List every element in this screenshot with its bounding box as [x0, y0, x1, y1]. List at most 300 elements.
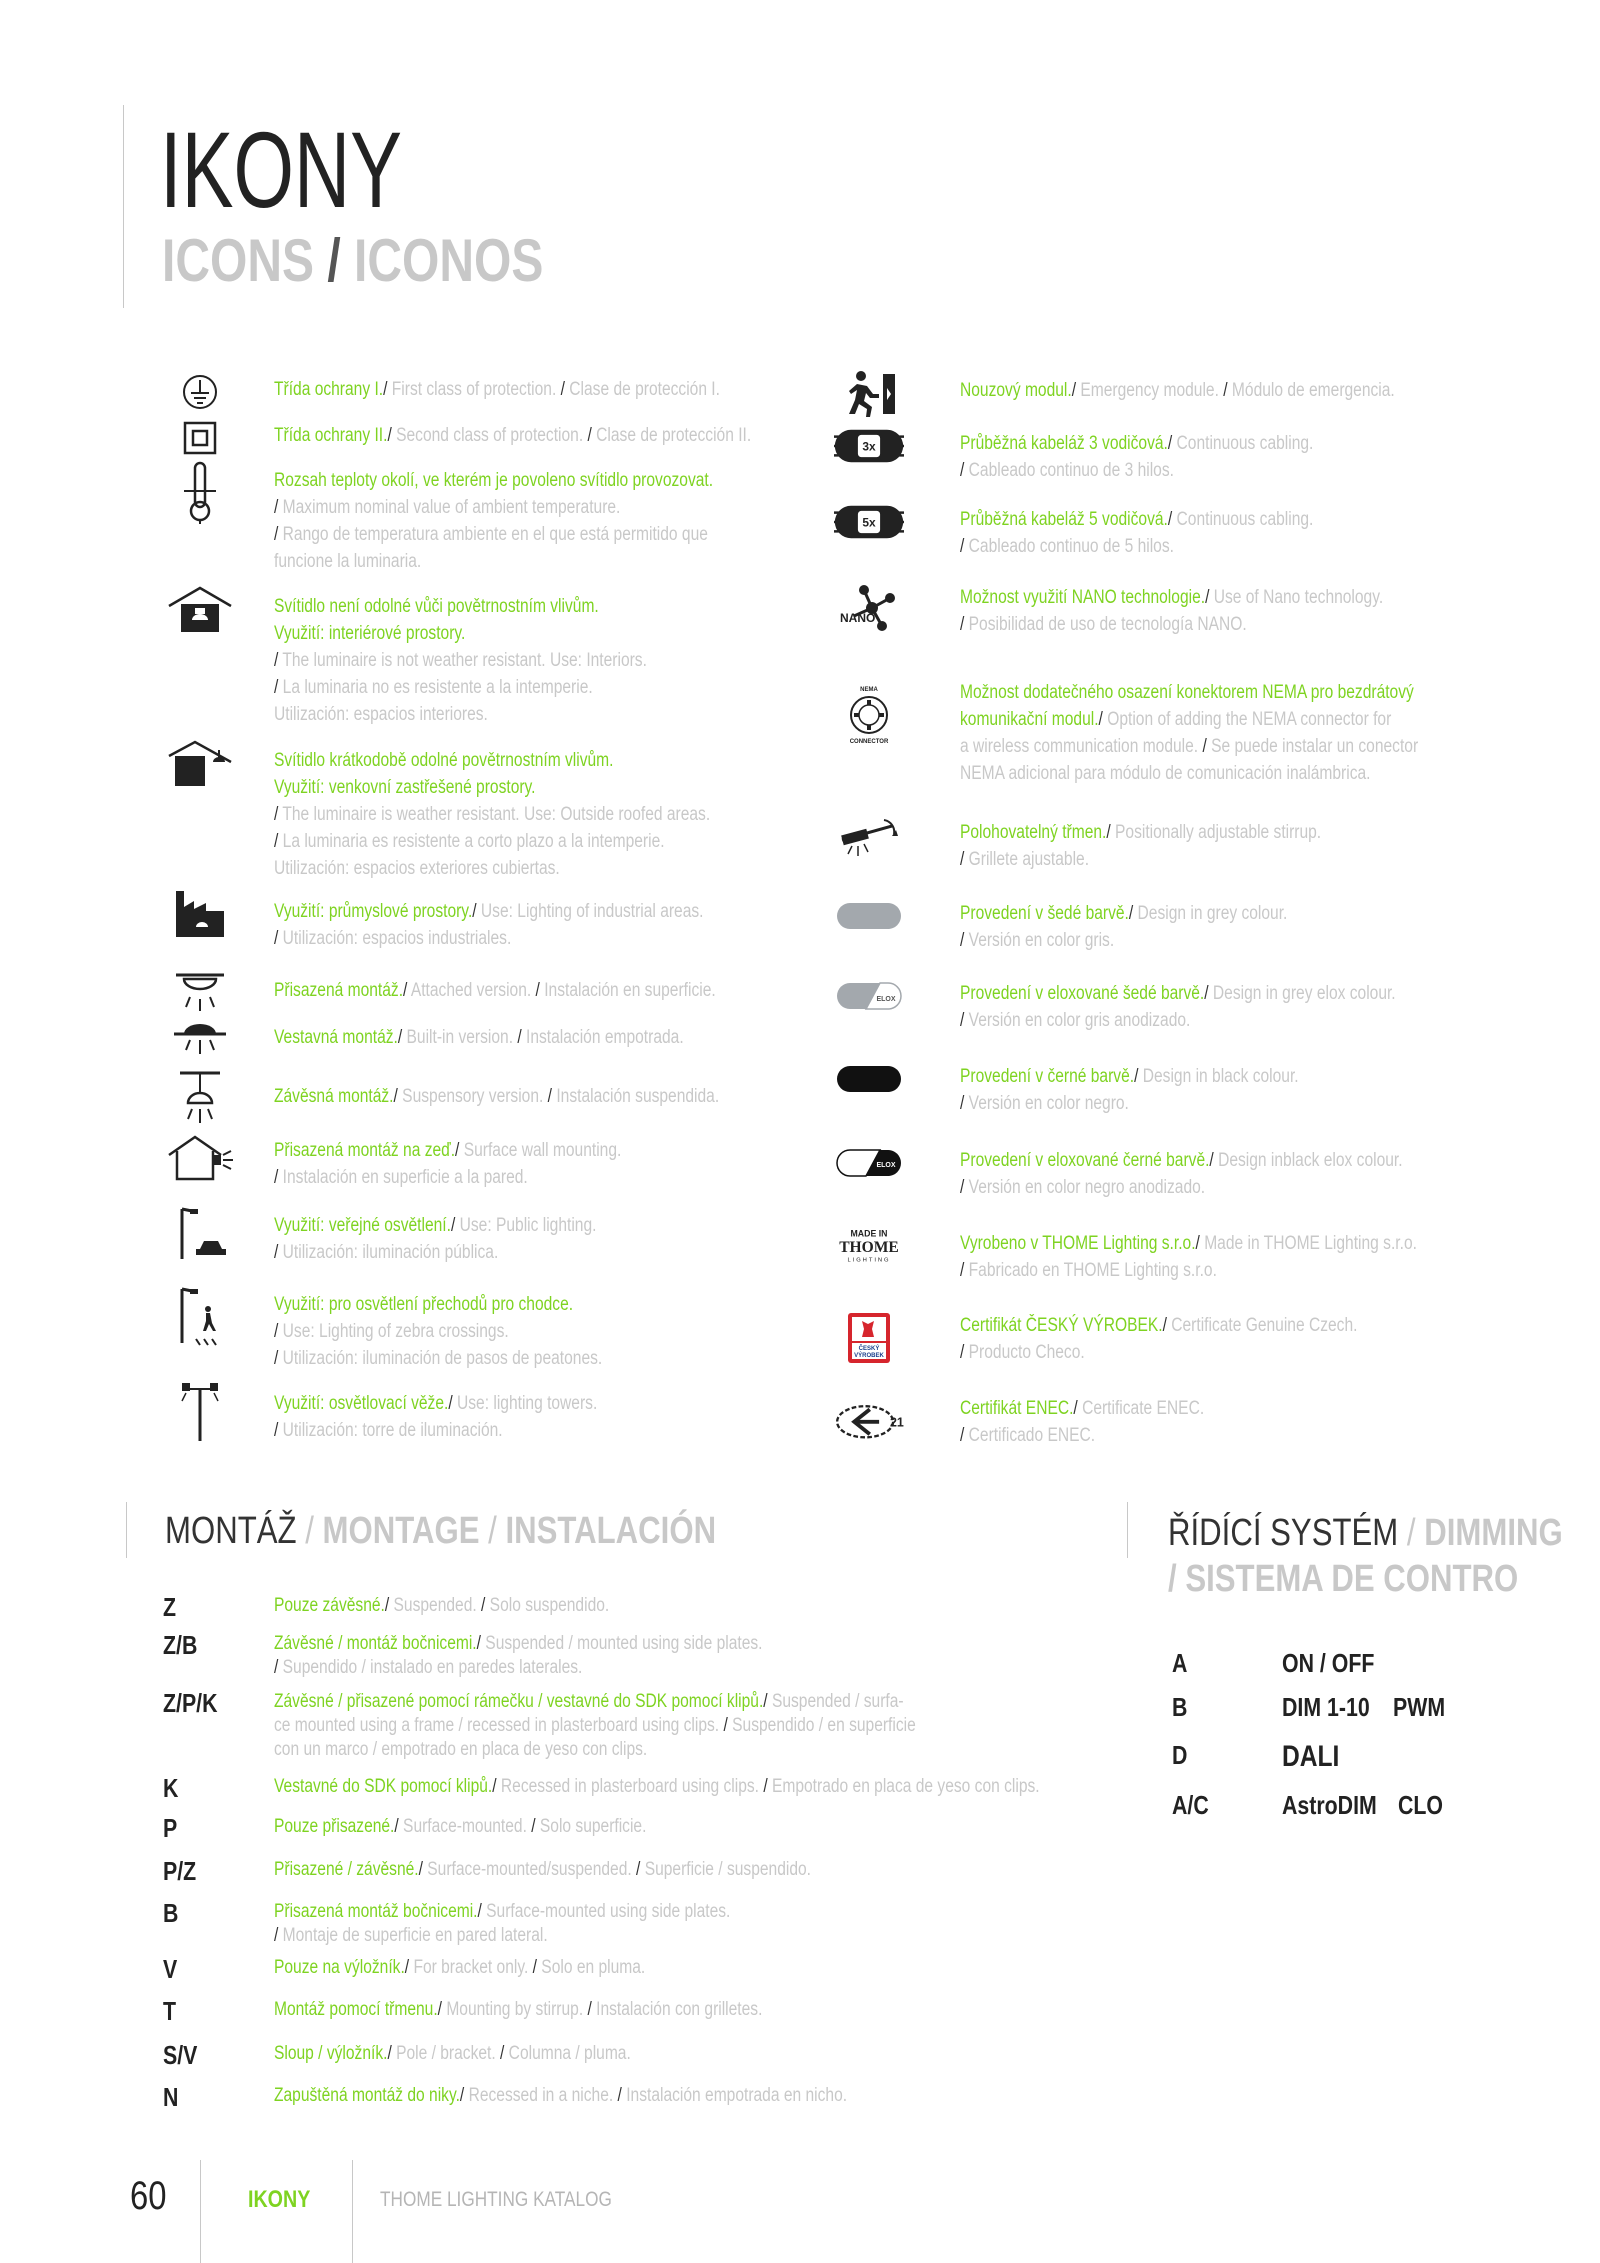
- translation-text: con un marco / empotrado en placa de yeso con clips.: [274, 1739, 648, 1760]
- icon-description: [960, 1230, 1417, 1284]
- translation-text: Instalación empotrada.: [526, 1027, 684, 1048]
- cz-text: Průběžná kabeláž 5 vodičová.: [960, 509, 1168, 530]
- separator: /: [1198, 736, 1212, 757]
- separator: /: [274, 1420, 283, 1441]
- translation-text: funcione la luminaria.: [274, 551, 422, 572]
- separator: /: [404, 1957, 414, 1978]
- translation-text: Design inblack elox colour.: [1218, 1150, 1403, 1171]
- translation-text: Versión en color negro.: [968, 1093, 1129, 1114]
- separator: /: [960, 1010, 969, 1031]
- translation-text: Posibilidad de uso de tecnología NANO.: [968, 614, 1247, 635]
- separator: /: [393, 1086, 403, 1107]
- translation-text: Use: Public lighting.: [459, 1215, 597, 1236]
- translation-text: Empotrado en placa de yeso con clips.: [771, 1776, 1040, 1797]
- separator: /: [528, 1957, 542, 1978]
- translation-text: Fabricado en THOME Lighting s.r.o.: [968, 1260, 1217, 1281]
- translation-text: Suspended / surfa-: [771, 1691, 904, 1712]
- montaz-heading: MONTÁŽ / MONTAGE / INSTALACIÓN: [165, 1510, 717, 1552]
- translation-text: Se puede instalar un conector: [1211, 736, 1419, 757]
- icon-description: [960, 430, 1313, 484]
- house-interior-icon: [165, 579, 235, 639]
- separator: /: [1209, 1150, 1219, 1171]
- cz-text: Rozsah teploty okolí, ve kterém je povoleno svítidlo provozovat.: [274, 470, 714, 491]
- montaz-code: P: [163, 1813, 178, 1843]
- translation-text: Columna / pluma.: [508, 2043, 631, 2064]
- factory-icon: [165, 884, 235, 944]
- icon-description: [960, 1063, 1299, 1117]
- translation-text: Instalación empotrada en nicho.: [626, 2085, 848, 2106]
- translation-text: Use of Nano technology.: [1213, 587, 1384, 608]
- translation-text: First class of protection.: [391, 379, 557, 400]
- separator: /: [960, 1425, 969, 1446]
- translation-text: Mounting by stirrup.: [446, 1999, 584, 2020]
- svg-text:21: 21: [890, 1415, 904, 1430]
- montaz-code: B: [163, 1898, 179, 1928]
- translation-text: a wireless communication module.: [960, 736, 1199, 757]
- translation-text: Utilización: torre de iluminación.: [282, 1420, 503, 1441]
- translation-text: Superficie / suspendido.: [644, 1859, 811, 1880]
- separator: /: [960, 849, 969, 870]
- dimming-value: DIM 1-10: [1282, 1692, 1370, 1722]
- dimming-key: D: [1172, 1740, 1188, 1770]
- separator: /: [1204, 983, 1213, 1004]
- separator: /: [476, 1595, 490, 1616]
- cz-text: Třída ochrany II.: [274, 425, 388, 446]
- cz-text: Vestavné do SDK pomocí klipů.: [274, 1776, 493, 1797]
- cz-text: Provedení v černé barvě.: [960, 1066, 1135, 1087]
- dimming-heading: ŘÍDÍCÍ SYSTÉM / DIMMING / SISTEMA DE CONTRO: [1168, 1512, 1563, 1600]
- separator: /: [583, 1999, 597, 2020]
- icon-description: [274, 1083, 719, 1110]
- icon-description: [274, 1390, 597, 1444]
- montaz-description: [274, 1775, 1040, 1799]
- icon-description: [960, 1147, 1403, 1201]
- icon-description: [274, 1137, 621, 1191]
- separator: /: [450, 1215, 460, 1236]
- icon-description: [960, 679, 1418, 787]
- separator: /: [387, 425, 397, 446]
- separator: /: [960, 614, 969, 635]
- icon-description: [274, 1291, 602, 1372]
- dimming-key: A: [1172, 1648, 1188, 1678]
- svg-text:MADE IN: MADE IN: [850, 1228, 888, 1239]
- separator: /: [274, 677, 283, 698]
- nano-icon: [834, 580, 904, 640]
- separator: /: [492, 1776, 501, 1797]
- translation-text: Made in THOME Lighting s.r.o.: [1204, 1233, 1417, 1254]
- montaz-code: P/Z: [163, 1856, 197, 1886]
- translation-text: Second class of protection.: [396, 425, 584, 446]
- translation-text: La luminaria es resistente a corto plazo a la intemperie.: [282, 831, 665, 852]
- cz-text: Polohovatelný třmen.: [960, 822, 1107, 843]
- svg-text:NANO: NANO: [840, 611, 876, 625]
- separator: /: [383, 379, 392, 400]
- cz-text: Provedení v šedé barvě.: [960, 903, 1129, 924]
- black-colour-icon: [834, 1049, 904, 1109]
- montaz-description: [274, 2084, 847, 2108]
- separator: /: [960, 1342, 969, 1363]
- cz-text: Pouze přisazené.: [274, 1816, 395, 1837]
- icon-description: [960, 584, 1383, 638]
- separator: /: [1073, 1398, 1083, 1419]
- translation-text: Rango de temperatura ambiente en el que está permitido que: [282, 524, 708, 545]
- separator: /: [543, 1086, 557, 1107]
- translation-text: Versión en color negro anodizado.: [968, 1177, 1206, 1198]
- icon-description: [960, 900, 1287, 954]
- cz-text: Možnost využití NANO technologie.: [960, 587, 1206, 608]
- separator: /: [526, 1816, 540, 1837]
- translation-text: Solo en pluma.: [541, 1957, 646, 1978]
- translation-text: For bracket only.: [413, 1957, 529, 1978]
- cz-text: Přisazená montáž na zeď.: [274, 1140, 456, 1161]
- separator: /: [274, 524, 283, 545]
- separator: /: [1167, 509, 1177, 530]
- title-rule: [123, 105, 124, 308]
- dimming-value: CLO: [1398, 1790, 1444, 1820]
- montaz-code: K: [163, 1773, 179, 1803]
- street-light-car-icon: [165, 1203, 235, 1263]
- separator: /: [274, 831, 283, 852]
- translation-text: Montaje de superficie en pared lateral.: [282, 1925, 548, 1946]
- grey-elox-icon: [834, 966, 904, 1026]
- icon-description: [960, 506, 1313, 560]
- montaz-description: [274, 1594, 609, 1618]
- cz-text: Průběžná kabeláž 3 vodičová.: [960, 433, 1168, 454]
- separator: /: [531, 980, 545, 1001]
- montaz-description: [274, 1900, 730, 1948]
- icon-description: [274, 1024, 684, 1051]
- translation-text: Certificate Genuine Czech.: [1171, 1315, 1358, 1336]
- montaz-code: Z/P/K: [163, 1688, 218, 1718]
- separator: /: [274, 804, 283, 825]
- translation-text: Maximum nominal value of ambient temperature.: [282, 497, 621, 518]
- cz-text: Využití: interiérové prostory.: [274, 623, 466, 644]
- cz-text: Sloup / výložník.: [274, 2043, 388, 2064]
- separator: /: [758, 1776, 772, 1797]
- translation-text: Use: Lighting of zebra crossings.: [282, 1321, 509, 1342]
- montaz-code: V: [163, 1954, 178, 1984]
- cz-text: Závěsná montáž.: [274, 1086, 394, 1107]
- cz-text: Pouze na výložník.: [274, 1957, 405, 1978]
- translation-text: Use: Lighting of industrial areas.: [480, 901, 704, 922]
- separator: /: [455, 1140, 464, 1161]
- cz-text: Závěsné / přisazené pomocí rámečku / vestavné do SDK pomocí klipů.: [274, 1691, 764, 1712]
- cz-text: Využití: venkovní zastřešené prostory.: [274, 777, 536, 798]
- translation-text: Instalación con grilletes.: [596, 1999, 763, 2020]
- translation-text: Producto Checo.: [968, 1342, 1085, 1363]
- translation-text: Recessed in a niche.: [468, 2085, 614, 2106]
- montaz-description: [274, 1858, 811, 1882]
- grey-colour-icon: [834, 886, 904, 946]
- montaz-code: Z: [163, 1592, 177, 1622]
- cz-text: Vyrobeno v THOME Lighting s.r.o.: [960, 1233, 1196, 1254]
- separator: /: [274, 1925, 283, 1946]
- translation-text: Suspended / mounted using side plates.: [485, 1633, 763, 1654]
- separator: /: [394, 1816, 404, 1837]
- translation-text: NEMA adicional para módulo de comunicación inalámbrica.: [960, 763, 1371, 784]
- wall-mount-icon: [165, 1128, 235, 1188]
- icon-description: [960, 377, 1395, 404]
- separator: /: [1195, 1233, 1205, 1254]
- cz-text: Přisazené / závěsné.: [274, 1859, 419, 1880]
- svg-text:ELOX: ELOX: [876, 1162, 896, 1169]
- icon-description: [274, 898, 704, 952]
- cz-text: Vestavná montáž.: [274, 1027, 398, 1048]
- separator: /: [960, 460, 969, 481]
- dimming-key: A/C: [1172, 1790, 1209, 1820]
- dimming-value: DALI: [1282, 1740, 1340, 1773]
- montaz-rule: [126, 1502, 127, 1558]
- translation-text: Cableado continuo de 5 hilos.: [968, 536, 1174, 557]
- translation-text: Use: lighting towers.: [457, 1393, 598, 1414]
- separator: /: [472, 901, 481, 922]
- made-in-thome-icon: [834, 1216, 904, 1276]
- montaz-description: [274, 2042, 631, 2066]
- ceiling-recessed-icon: [165, 1010, 235, 1070]
- cz-text: Zapuštěná montáž do niky.: [274, 2085, 460, 2106]
- montaz-code: N: [163, 2082, 179, 2112]
- icon-description: [274, 747, 710, 882]
- translation-text: Recessed in plasterboard using clips.: [500, 1776, 759, 1797]
- separator: /: [437, 1999, 447, 2020]
- icon-description: [274, 467, 713, 575]
- separator: /: [397, 1027, 407, 1048]
- emergency-exit-icon: [834, 363, 904, 423]
- separator: /: [274, 1167, 283, 1188]
- translation-text: Solo suspendido.: [489, 1595, 610, 1616]
- separator: /: [556, 379, 570, 400]
- separator: /: [418, 1859, 428, 1880]
- svg-text:ELOX: ELOX: [876, 996, 896, 1003]
- icon-description: [960, 1312, 1357, 1366]
- translation-text: Cableado continuo de 3 hilos.: [968, 460, 1174, 481]
- icon-description: [274, 977, 716, 1004]
- icon-description: [274, 593, 647, 728]
- translation-text: Built-in version.: [406, 1027, 514, 1048]
- cable-3x-icon: [834, 416, 904, 476]
- cz-text: Přisazená montáž.: [274, 980, 404, 1001]
- separator: /: [459, 2085, 469, 2106]
- black-elox-icon: [834, 1133, 904, 1193]
- montaz-code: Z/B: [163, 1630, 198, 1660]
- footer-rule-2: [352, 2160, 353, 2263]
- cz-text: Třída ochrany I.: [274, 379, 384, 400]
- svg-text:5x: 5x: [862, 515, 876, 530]
- translation-text: The luminaire is weather resistant. Use: Outside roofed areas.: [282, 804, 711, 825]
- icon-description: [960, 819, 1321, 873]
- translation-text: Versión en color gris.: [968, 930, 1115, 951]
- cz-text: Certifikát ENEC.: [960, 1398, 1074, 1419]
- separator: /: [1205, 587, 1214, 608]
- translation-text: Surface wall mounting.: [463, 1140, 622, 1161]
- translation-text: Utilización: espacios interiores.: [274, 704, 488, 725]
- montaz-description: [274, 1815, 646, 1839]
- icon-description: [274, 376, 720, 403]
- separator: /: [477, 1901, 487, 1922]
- translation-text: Attached version.: [410, 980, 532, 1001]
- montaz-code: T: [163, 1996, 177, 2026]
- translation-text: Pole / bracket.: [396, 2043, 496, 2064]
- dimming-value: PWM: [1393, 1692, 1446, 1722]
- cz-text: Svítidlo není odolné vůči povětrnostním vlivům.: [274, 596, 599, 617]
- dimming-key: B: [1172, 1692, 1188, 1722]
- cz-text: Závěsné / montáž bočnicemi.: [274, 1633, 477, 1654]
- cz-text: Svítidlo krátkodobě odolné povětrnostním vlivům.: [274, 750, 614, 771]
- footer-catalog: THOME LIGHTING KATALOG: [380, 2188, 612, 2211]
- translation-text: Utilización: iluminación pública.: [282, 1242, 499, 1263]
- footer-section: IKONY: [248, 2186, 311, 2213]
- separator: /: [960, 1260, 969, 1281]
- thermometer-icon: [165, 463, 235, 523]
- separator: /: [1167, 433, 1177, 454]
- separator: /: [719, 1715, 733, 1736]
- cz-text: Využití: veřejné osvětlení.: [274, 1215, 451, 1236]
- separator: /: [274, 928, 283, 949]
- pendant-icon: [165, 1069, 235, 1129]
- adjustable-stirrup-icon: [834, 805, 904, 865]
- cz-text: Montáž pomocí třmenu.: [274, 1999, 438, 2020]
- svg-text:3x: 3x: [862, 439, 876, 454]
- crosswalk-light-icon: [165, 1285, 235, 1345]
- svg-text:THOME: THOME: [839, 1238, 899, 1256]
- enec-icon: [834, 1391, 904, 1451]
- cz-text: Využití: osvětlovací věže.: [274, 1393, 449, 1414]
- page-title: IKONY: [160, 109, 402, 230]
- separator: /: [1098, 709, 1108, 730]
- translation-text: Suspended.: [393, 1595, 477, 1616]
- separator: /: [274, 1321, 283, 1342]
- cz-text: Provedení v eloxované šedé barvě.: [960, 983, 1205, 1004]
- translation-text: Suspensory version.: [402, 1086, 544, 1107]
- separator: /: [1071, 380, 1081, 401]
- translation-text: Emergency module.: [1080, 380, 1219, 401]
- separator: /: [960, 1093, 969, 1114]
- separator: /: [960, 930, 969, 951]
- translation-text: Solo superficie.: [539, 1816, 647, 1837]
- separator: /: [613, 2085, 627, 2106]
- translation-text: Certificate ENEC.: [1082, 1398, 1205, 1419]
- dimming-value: ON / OFF: [1282, 1648, 1375, 1678]
- separator: /: [274, 1348, 283, 1369]
- double-square-icon: [165, 408, 235, 468]
- footer-rule-1: [200, 2160, 201, 2263]
- separator: /: [513, 1027, 527, 1048]
- translation-text: Instalación en superficie.: [544, 980, 716, 1001]
- translation-text: Certificado ENEC.: [968, 1425, 1096, 1446]
- montaz-description: [274, 1690, 916, 1762]
- dimming-rule: [1127, 1502, 1128, 1558]
- separator: /: [583, 425, 597, 446]
- translation-text: Clase de protección I.: [569, 379, 720, 400]
- icon-description: [960, 980, 1396, 1034]
- page-subtitle: ICONS / ICONOS: [162, 227, 544, 294]
- translation-text: Suspendido / en superficie: [732, 1715, 916, 1736]
- translation-text: Positionally adjustable stirrup.: [1115, 822, 1322, 843]
- cz-text: Využití: pro osvětlení přechodů pro chodce.: [274, 1294, 574, 1315]
- cz-text: Pouze závěsné.: [274, 1595, 385, 1616]
- separator: /: [1162, 1315, 1172, 1336]
- separator: /: [1218, 380, 1232, 401]
- separator: /: [476, 1633, 486, 1654]
- separator: /: [387, 2043, 397, 2064]
- montaz-code: S/V: [163, 2040, 198, 2070]
- svg-text:NEMA: NEMA: [860, 687, 878, 693]
- cable-5x-icon: [834, 492, 904, 552]
- translation-text: Continuous cabling.: [1176, 509, 1314, 530]
- separator: /: [1106, 822, 1116, 843]
- page-number: 60: [130, 2174, 167, 2218]
- separator: /: [960, 536, 969, 557]
- separator: /: [274, 1242, 283, 1263]
- translation-text: The luminaire is not weather resistant. Use: Interiors.: [282, 650, 647, 671]
- separator: /: [631, 1859, 645, 1880]
- cz-text: Provedení v eloxované černé barvě.: [960, 1150, 1210, 1171]
- translation-text: Surface-mounted.: [403, 1816, 527, 1837]
- montaz-description: [274, 1998, 762, 2022]
- translation-text: Versión en color gris anodizado.: [968, 1010, 1191, 1031]
- translation-text: Utilización: espacios industriales.: [282, 928, 512, 949]
- icon-description: [274, 1212, 596, 1266]
- svg-text:LIGHTING: LIGHTING: [847, 1257, 891, 1264]
- translation-text: Option of adding the NEMA connector for: [1107, 709, 1392, 730]
- translation-text: Clase de protección II.: [596, 425, 752, 446]
- cesky-vyrobek-icon: [834, 1308, 904, 1368]
- translation-text: ce mounted using a frame / recessed in plasterboard using clips.: [274, 1715, 720, 1736]
- translation-text: Utilización: iluminación de pasos de peatones.: [282, 1348, 603, 1369]
- translation-text: La luminaria no es resistente a la intemperie.: [282, 677, 593, 698]
- translation-text: Continuous cabling.: [1176, 433, 1314, 454]
- cz-text: komunikační modul.: [960, 709, 1099, 730]
- icon-description: [274, 422, 751, 449]
- separator: /: [403, 980, 411, 1001]
- translation-text: Grillete ajustable.: [968, 849, 1090, 870]
- translation-text: Módulo de emergencia.: [1231, 380, 1395, 401]
- separator: /: [495, 2043, 509, 2064]
- separator: /: [274, 497, 283, 518]
- translation-text: Surface-mounted using side plates.: [486, 1901, 731, 1922]
- montaz-description: [274, 1632, 762, 1680]
- cz-text: Využití: průmyslové prostory.: [274, 901, 473, 922]
- svg-text:CONNECTOR: CONNECTOR: [849, 739, 889, 745]
- cz-text: Nouzový modul.: [960, 380, 1072, 401]
- nema-connector-icon: [834, 685, 904, 745]
- montaz-description: [274, 1956, 645, 1980]
- translation-text: Supendido / instalado en paredes laterales.: [282, 1657, 583, 1678]
- separator: /: [763, 1691, 772, 1712]
- house-roofed-icon: [165, 733, 235, 793]
- translation-text: Design in grey colour.: [1137, 903, 1288, 924]
- icon-description: [960, 1395, 1204, 1449]
- separator: /: [448, 1393, 458, 1414]
- translation-text: Design in black colour.: [1142, 1066, 1299, 1087]
- translation-text: Design in grey elox colour.: [1212, 983, 1396, 1004]
- translation-text: Instalación suspendida.: [556, 1086, 720, 1107]
- cz-text: Přisazená montáž bočnicemi.: [274, 1901, 478, 1922]
- separator: /: [1128, 903, 1138, 924]
- separator: /: [274, 1657, 283, 1678]
- translation-text: Surface-mounted/suspended.: [427, 1859, 632, 1880]
- cz-text: Certifikát ČESKÝ VÝROBEK.: [960, 1315, 1163, 1336]
- dimming-value: AstroDIM: [1282, 1790, 1377, 1820]
- cz-text: Možnost dodatečného osazení konektorem NEMA pro bezdrátový: [960, 682, 1414, 703]
- separator: /: [1134, 1066, 1143, 1087]
- separator: /: [274, 650, 283, 671]
- svg-text:VÝROBEK: VÝROBEK: [854, 1353, 884, 1359]
- separator: /: [384, 1595, 394, 1616]
- translation-text: Utilización: espacios exteriores cubiertas.: [274, 858, 560, 879]
- separator: /: [960, 1177, 969, 1198]
- lighting-tower-icon: [165, 1381, 235, 1441]
